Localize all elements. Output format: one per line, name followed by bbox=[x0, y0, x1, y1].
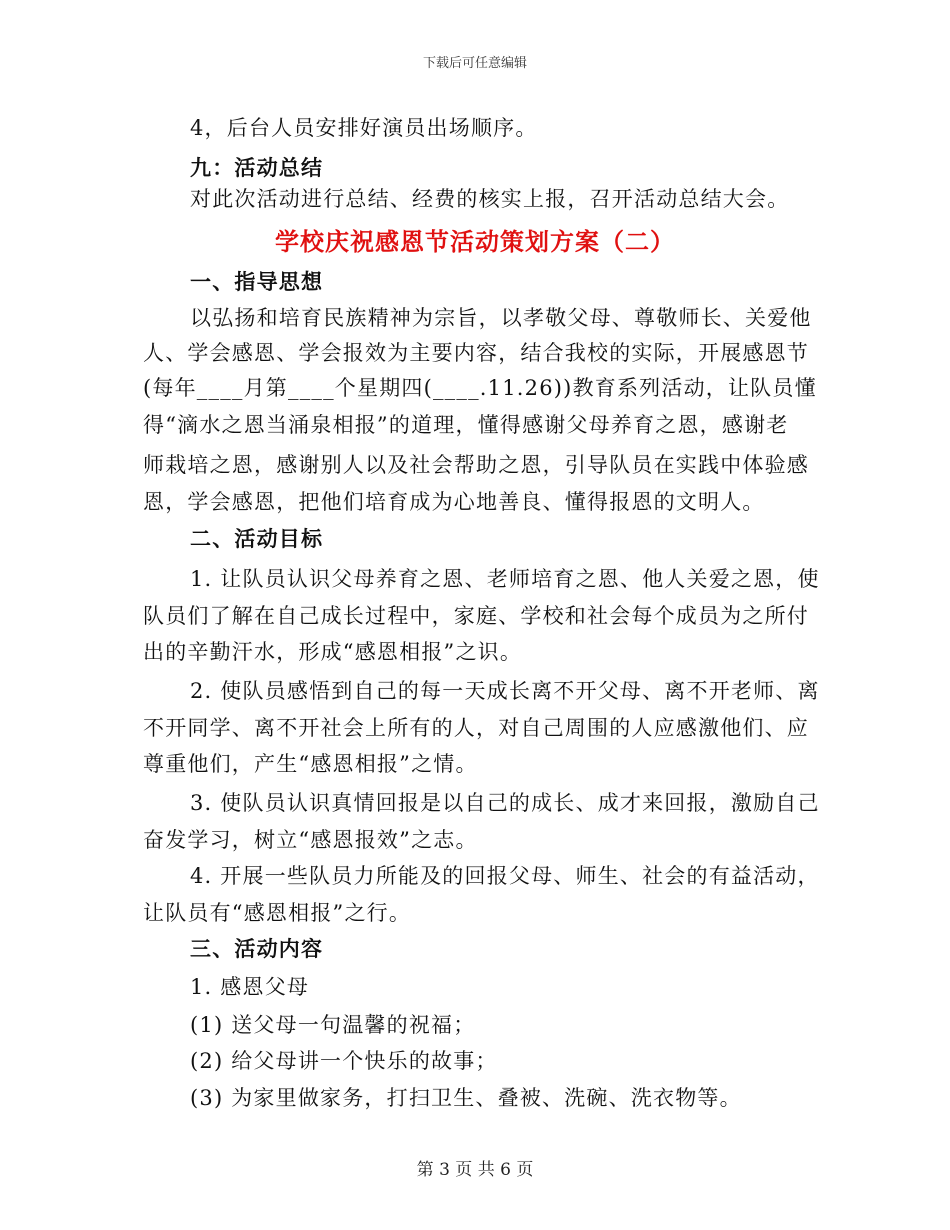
page-number: 第 3 页 共 6 页 bbox=[416, 1160, 534, 1180]
paragraph-line: 不开同学、离不开社会上所有的人，对自己周围的人应感激他们、应 bbox=[143, 716, 809, 740]
section-heading: 二、活动目标 bbox=[190, 526, 324, 551]
section-heading: 一、指导思想 bbox=[190, 269, 324, 294]
paragraph-line: 人、学会感恩、学会报效为主要内容，结合我校的实际，开展感恩节 bbox=[143, 341, 809, 365]
list-item: (2) 给父母讲一个快乐的故事； bbox=[190, 1049, 498, 1073]
paragraph-line: 4. 开展一些队员力所能及的回报父母、师生、社会的有益活动， bbox=[190, 864, 820, 888]
paragraph-line: 尊重他们，产生“感恩相报”之情。 bbox=[143, 752, 478, 776]
section-heading: 三、活动内容 bbox=[190, 936, 324, 961]
paragraph-line: 4，后台人员安排好演员出场顺序。 bbox=[190, 116, 538, 140]
paragraph-line: 师栽培之恩，感谢别人以及社会帮助之恩，引导队员在实践中体验感 bbox=[143, 453, 809, 477]
document-title: 学校庆祝感恩节活动策划方案（二） bbox=[275, 227, 675, 256]
paragraph-line: 出的辛勤汗水，形成“感恩相报”之识。 bbox=[143, 640, 523, 664]
paragraph-line: 得“滴水之恩当涌泉相报”的道理，懂得感谢父母养育之恩，感谢老 bbox=[143, 413, 789, 437]
header-note: 下载后可任意编辑 bbox=[422, 56, 527, 71]
list-item: (1) 送父母一句温馨的祝福； bbox=[190, 1013, 476, 1037]
paragraph-line: 3. 使队员认识真情回报是以自己的成长、成才来回报，激励自己 bbox=[190, 791, 820, 815]
section-heading: 九：活动总结 bbox=[190, 155, 324, 180]
paragraph-line: 奋发学习，树立“感恩报效”之志。 bbox=[143, 828, 478, 852]
list-item: 1. 感恩父母 bbox=[190, 975, 310, 999]
paragraph-line: 恩，学会感恩，把他们培育成为心地善良、懂得报恩的文明人。 bbox=[143, 490, 765, 514]
paragraph-line: 2. 使队员感悟到自己的每一天成长离不开父母、离不开老师、离 bbox=[190, 679, 820, 703]
paragraph-line: 1. 让队员认识父母养育之恩、老师培育之恩、他人关爱之恩，使 bbox=[190, 567, 820, 591]
paragraph-line: 对此次活动进行总结、经费的核实上报，召开活动总结大会。 bbox=[190, 187, 790, 211]
paragraph-line: 让队员有“感恩相报”之行。 bbox=[143, 901, 412, 925]
paragraph-line: (每年____月第____个星期四(____.11.26))教育系列活动，让队员懂 bbox=[143, 376, 817, 400]
paragraph-line: 以弘扬和培育民族精神为宗旨，以孝敬父母、尊敬师长、关爱他 bbox=[190, 306, 812, 330]
paragraph-line: 队员们了解在自己成长过程中，家庭、学校和社会每个成员为之所付 bbox=[143, 604, 809, 628]
list-item: (3) 为家里做家务，打扫卫生、叠被、洗碗、洗衣物等。 bbox=[190, 1086, 742, 1110]
